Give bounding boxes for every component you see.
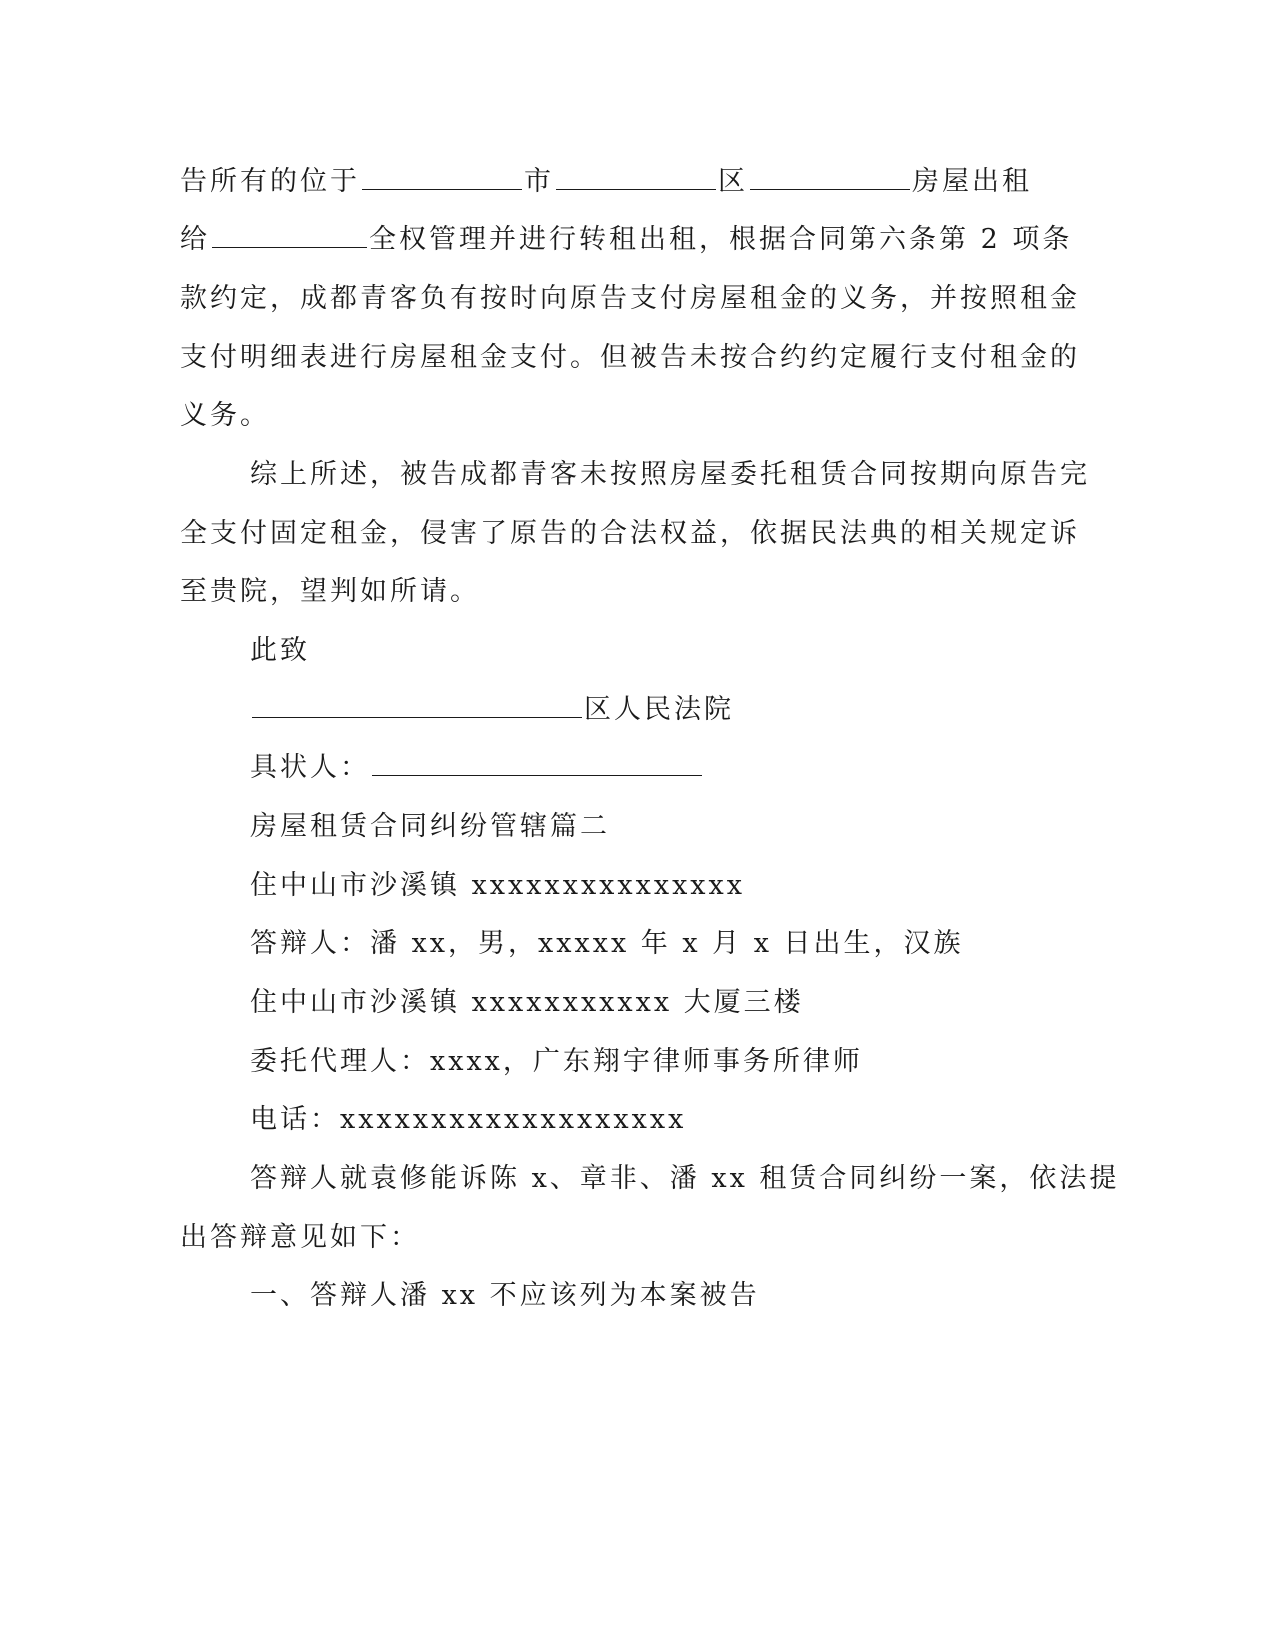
para1-line5: 义务。: [180, 400, 270, 431]
respondent-line: 答辩人：潘 xx，男，xxxxx 年 x 月 x 日出生，汉族: [250, 928, 964, 959]
blank-plaintiff: [372, 749, 702, 776]
blank-address: [750, 163, 910, 190]
text: 给: [180, 224, 210, 255]
blank-city: [362, 163, 522, 190]
para2-line2: 全支付固定租金，侵害了原告的合法权益，依据民法典的相关规定诉: [180, 518, 1080, 549]
court-line: [250, 690, 734, 730]
para1-line1: [180, 162, 1032, 202]
text: 市: [524, 166, 554, 197]
blank-court: [252, 691, 582, 718]
salutation: 此致: [250, 635, 310, 666]
address-line-1: 住中山市沙溪镇 xxxxxxxxxxxxxxx: [250, 870, 745, 901]
agent-line: 委托代理人：xxxx，广东翔宇律师事务所律师: [250, 1046, 863, 1077]
plaintiff-label: 具状人：: [250, 752, 370, 783]
point-one-heading: 一、答辩人潘 xx 不应该列为本案被告: [250, 1280, 760, 1311]
para2-line3: 至贵院，望判如所请。: [180, 576, 480, 607]
plaintiff-line: [250, 748, 704, 788]
address-line-2: 住中山市沙溪镇 xxxxxxxxxxx 大厦三楼: [250, 987, 804, 1018]
text: 告所有的位于: [180, 166, 360, 197]
para1-line2: [180, 220, 1072, 260]
para2-line1: 综上所述，被告成都青客未按照房屋委托租赁合同按期向原告完: [250, 459, 1090, 490]
para3-line1: 答辩人就袁修能诉陈 x、章非、潘 xx 租赁合同纠纷一案，依法提: [250, 1163, 1120, 1194]
text: 区: [718, 166, 748, 197]
court-suffix: 区人民法院: [584, 694, 734, 725]
blank-company: [212, 221, 367, 248]
para1-line4: 支付明细表进行房屋租金支付。但被告未按合约约定履行支付租金的: [180, 342, 1080, 373]
blank-district: [556, 163, 716, 190]
section-title: 房屋租赁合同纠纷管辖篇二: [250, 811, 610, 842]
para3-line2: 出答辩意见如下：: [180, 1222, 420, 1253]
text: 全权管理并进行转租出租，根据合同第六条第 2 项条: [369, 224, 1073, 255]
text: 房屋出租: [912, 166, 1032, 197]
para1-line3: 款约定，成都青客负有按时向原告支付房屋租金的义务，并按照租金: [180, 283, 1080, 314]
phone-line: 电话：xxxxxxxxxxxxxxxxxxx: [250, 1104, 687, 1135]
